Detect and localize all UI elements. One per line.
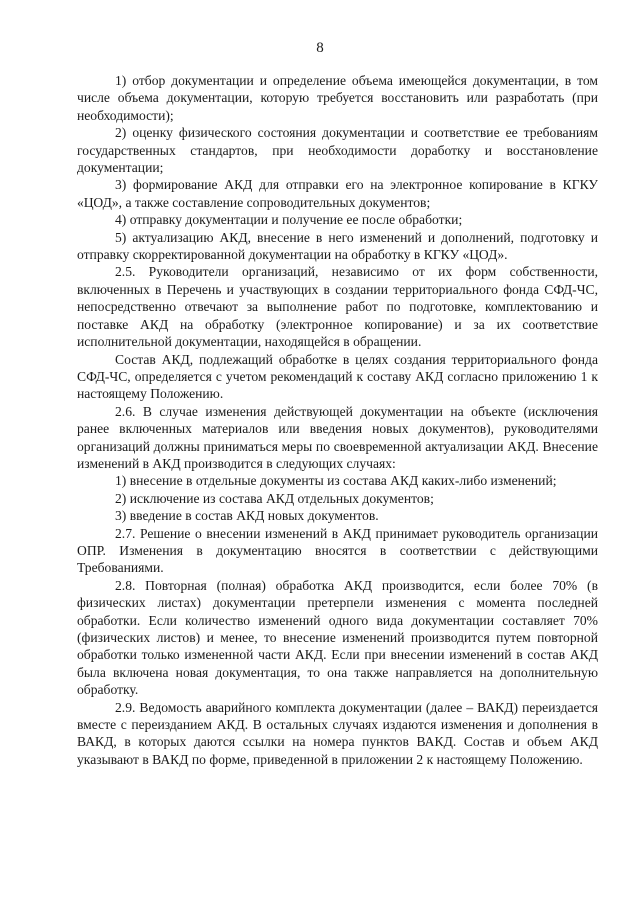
list-item-assessment: 2) оценку физического состояния документации и соответствие ее требованиям государственных стандартов, при необходимости доработку и восстановление документации; bbox=[77, 125, 598, 176]
clause-2-6: 2.6. В случае изменения действующей документации на объекте (исключения ранее включенных материалов или введения новых документов), руководителями организаций должны приниматься меры по своевременной актуализации АКД. Внесение изменений в АКД производится в следующих случаях: bbox=[77, 403, 598, 471]
clause-2-9: 2.9. Ведомость аварийного комплекта документации (далее – ВАКД) переиздается вместе с переизданием АКД. В остальных случаях издаются изменения и дополнения в ВАКД, в которых даются ссылки на номера пунктов ВАКД. Состав и объем АКД указывают в ВАКД по форме, приведенной в приложении 2 к настоящему Положению. bbox=[77, 699, 598, 767]
list-item-introduction: 3) введение в состав АКД новых документов. bbox=[115, 508, 379, 524]
list-item-update: 5) актуализацию АКД, внесение в него изменений и дополнений, подготовку и отправку скорректированной документации на обработку в КГКУ «ЦОД». bbox=[77, 229, 598, 263]
list-item-exclusion: 2) исключение из состава АКД отдельных документов; bbox=[115, 490, 434, 506]
clause-2-8: 2.8. Повторная (полная) обработка АКД производится, если более 70% (в физических листах) документации претерпели изменения с момента последней обработки. Если количество изменений одного вида документации составляет 70% (физических листов) и менее, то внесение изменений производится путем повторной обработки только измененной части АКД. Если при внесении изменений в состав АКД была включена новая документация, то она также направляется на дополнительную обработку. bbox=[77, 577, 598, 698]
clause-2-7: 2.7. Решение о внесении изменений в АКД принимает руководитель организации ОПР. Изменения в документацию вносятся в соответствии с действующими Требованиями. bbox=[77, 525, 598, 576]
clause-2-5: 2.5. Руководители организаций, независимо от их форм собственности, включенных в Перечень и участвующих в создании территориального фонда СФД-ЧС, непосредственно отвечают за выполнение работ по подготовке, комплектованию и поставке АКД на обработку (электронное копирование) и за их соответствие исполнительной документации, находящейся в обращении. bbox=[77, 264, 598, 350]
list-item-changes: 1) внесение в отдельные документы из состава АКД каких-либо изменений; bbox=[115, 473, 557, 489]
paragraph-composition: Состав АКД, подлежащий обработке в целях создания территориального фонда СФД-ЧС, определяется с учетом рекомендаций к составу АКД согласно приложению 1 к настоящему Положению. bbox=[77, 351, 598, 402]
list-item-dispatch: 4) отправку документации и получение ее после обработки; bbox=[115, 212, 463, 228]
page-number: 8 bbox=[316, 40, 324, 56]
list-item-selection: 1) отбор документации и определение объема имеющейся документации, в том числе объема документации, которую требуется восстановить или разработать (при необходимости); bbox=[77, 73, 598, 123]
document-body bbox=[77, 72, 598, 768]
list-item-formation: 3) формирование АКД для отправки его на электронное копирование в КГКУ «ЦОД», а также составление сопроводительных документов; bbox=[77, 177, 598, 210]
